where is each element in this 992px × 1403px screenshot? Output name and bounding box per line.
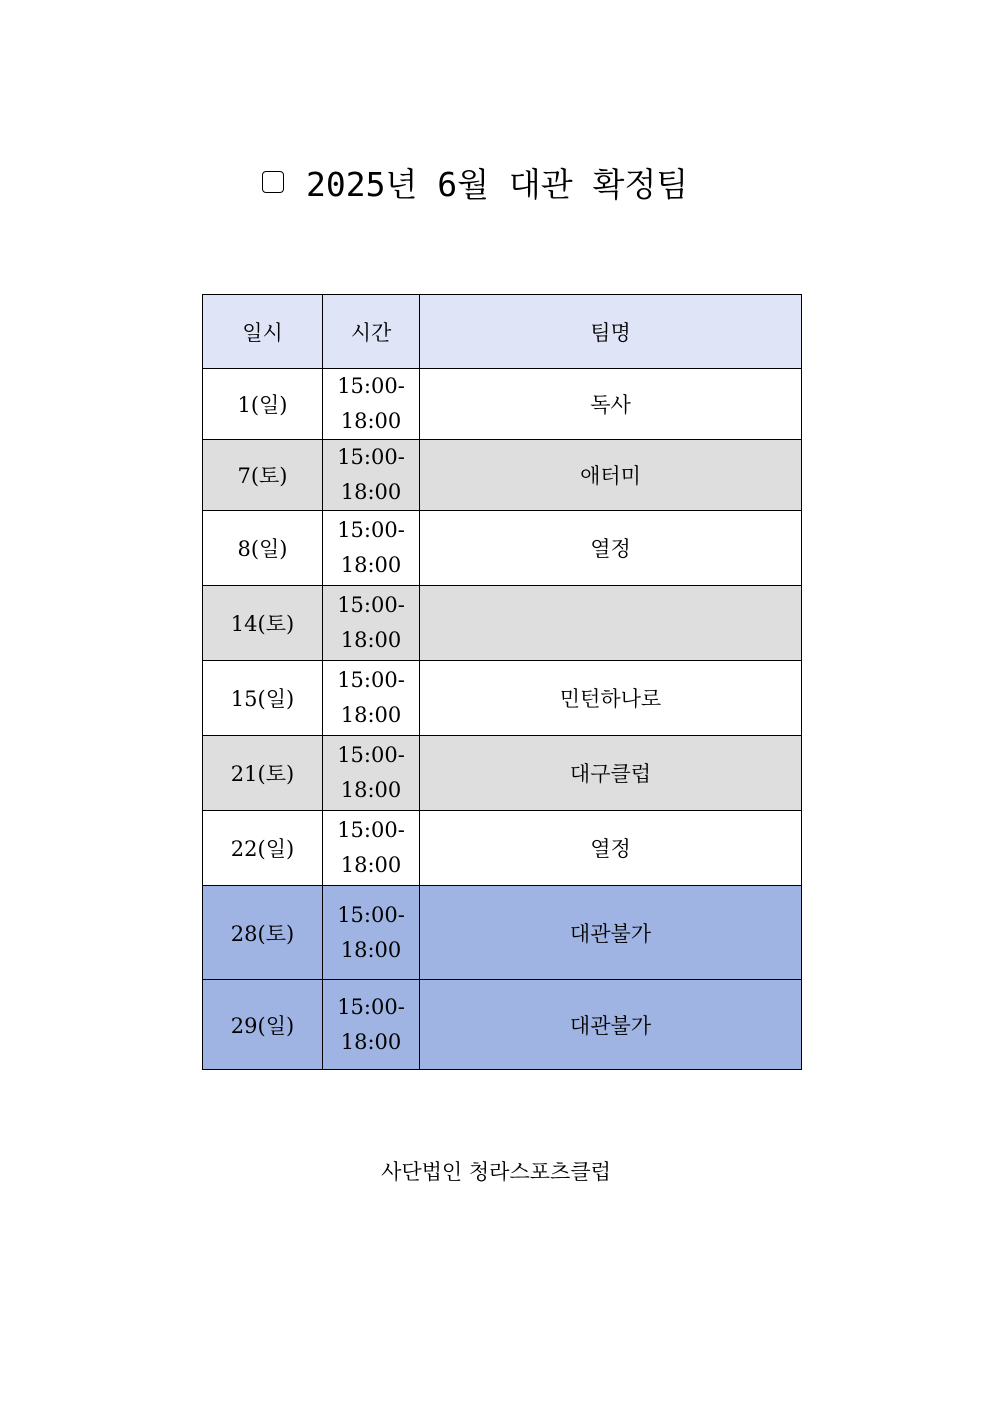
row-time-start: 15:00- — [337, 994, 405, 1019]
schedule-table — [202, 294, 802, 1070]
row-time-start: 15:00- — [337, 668, 405, 692]
table-row — [203, 736, 802, 811]
header-date: 일시 — [203, 295, 323, 369]
row-time — [323, 586, 420, 661]
row-time-end: 18:00 — [340, 409, 402, 433]
organization-name: 사단법인 청라스포츠클럽 — [381, 1160, 611, 1184]
row-time — [323, 886, 420, 980]
row-time-end: 18:00 — [340, 553, 402, 577]
page-title-text: 2025년 6월 대관 확정팀 — [306, 164, 689, 204]
row-time-start: 15:00- — [337, 445, 405, 469]
row-time-start: 15:00- — [337, 743, 405, 767]
row-time-end: 18:00 — [340, 703, 402, 727]
row-time-start: 15:00- — [337, 518, 405, 542]
row-team: 대구클럽 — [420, 736, 802, 811]
row-date: 15(일) — [203, 661, 323, 736]
row-time — [323, 661, 420, 736]
row-time-start: 15:00- — [337, 374, 405, 398]
table-row — [203, 369, 802, 440]
table-row — [203, 661, 802, 736]
row-date: 14(토) — [203, 586, 323, 661]
row-team: 열정 — [420, 511, 802, 586]
row-time-end: 18:00 — [340, 1029, 402, 1054]
table-header-row — [203, 295, 802, 369]
row-time-end: 18:00 — [340, 628, 402, 652]
row-team: 애터미 — [420, 440, 802, 511]
row-time-start: 15:00- — [337, 902, 405, 927]
header-time: 시간 — [323, 295, 420, 369]
header-team: 팀명 — [420, 295, 802, 369]
row-date: 28(토) — [203, 886, 323, 980]
table-row — [203, 886, 802, 980]
row-team — [420, 586, 802, 661]
row-team: 독사 — [420, 369, 802, 440]
row-team: 대관불가 — [420, 980, 802, 1070]
row-time-end: 18:00 — [340, 778, 402, 802]
row-time-end: 18:00 — [340, 480, 402, 504]
row-date: 7(토) — [203, 440, 323, 511]
row-time-end: 18:00 — [340, 853, 402, 877]
row-date: 8(일) — [203, 511, 323, 586]
table-row — [203, 511, 802, 586]
row-time — [323, 811, 420, 886]
row-team: 대관불가 — [420, 886, 802, 980]
row-time — [323, 980, 420, 1070]
checkbox-icon — [262, 171, 284, 193]
row-time-start: 15:00- — [337, 818, 405, 842]
row-date: 21(토) — [203, 736, 323, 811]
row-team: 열정 — [420, 811, 802, 886]
table-row — [203, 586, 802, 661]
page-title — [262, 160, 688, 204]
row-time-end: 18:00 — [340, 937, 402, 962]
row-time — [323, 511, 420, 586]
row-team: 민턴하나로 — [420, 661, 802, 736]
table-row — [203, 440, 802, 511]
table-row — [203, 811, 802, 886]
row-time — [323, 440, 420, 511]
row-date: 22(일) — [203, 811, 323, 886]
row-date: 29(일) — [203, 980, 323, 1070]
row-time — [323, 369, 420, 440]
row-time — [323, 736, 420, 811]
table-row — [203, 980, 802, 1070]
row-date: 1(일) — [203, 369, 323, 440]
row-time-start: 15:00- — [337, 593, 405, 617]
schedule-body — [203, 369, 802, 1070]
